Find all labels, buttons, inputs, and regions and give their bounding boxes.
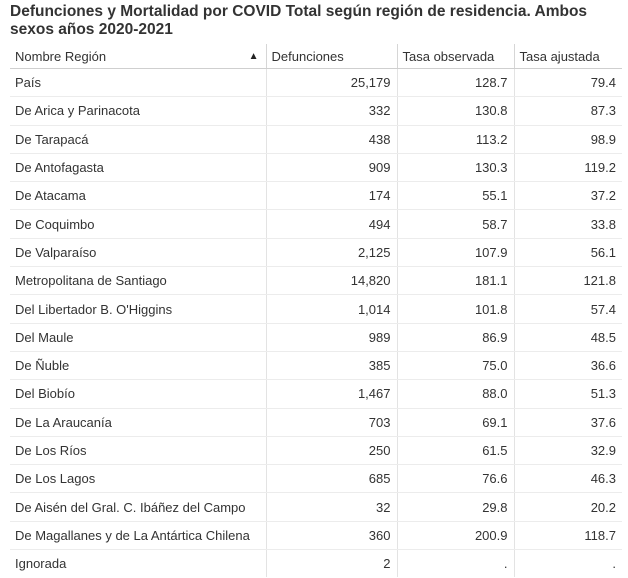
cell-region: De Valparaíso (10, 238, 266, 266)
cell-region: De Los Ríos (10, 436, 266, 464)
cell-tasa-ajustada: 37.2 (514, 182, 622, 210)
cell-defunciones: 14,820 (266, 267, 397, 295)
page-title: Defunciones y Mortalidad por COVID Total según región de residencia. Ambos sexos años 2020-2021 (10, 3, 588, 38)
cell-tasa-ajustada: 33.8 (514, 210, 622, 238)
cell-defunciones: 250 (266, 436, 397, 464)
cell-region: De Los Lagos (10, 465, 266, 493)
cell-defunciones: 174 (266, 182, 397, 210)
table-row (10, 295, 622, 323)
cell-region: De Aisén del Gral. C. Ibáñez del Campo (10, 493, 266, 521)
cell-defunciones: 909 (266, 153, 397, 181)
cell-region: De La Araucanía (10, 408, 266, 436)
cell-tasa-ajustada: 46.3 (514, 465, 622, 493)
table-row (10, 323, 622, 351)
cell-defunciones: 1,467 (266, 380, 397, 408)
column-header-tasa-observada[interactable]: Tasa observada (397, 44, 514, 69)
cell-tasa-ajustada: 48.5 (514, 323, 622, 351)
table-row (10, 182, 622, 210)
cell-region: De Arica y Parinacota (10, 97, 266, 125)
cell-defunciones: 989 (266, 323, 397, 351)
table-row (10, 493, 622, 521)
table-row (10, 210, 622, 238)
table-row (10, 69, 622, 97)
cell-defunciones: 685 (266, 465, 397, 493)
cell-tasa-observada: 55.1 (397, 182, 514, 210)
table-row (10, 436, 622, 464)
cell-tasa-ajustada: 79.4 (514, 69, 622, 97)
cell-defunciones: 32 (266, 493, 397, 521)
cell-tasa-ajustada: 121.8 (514, 267, 622, 295)
table-row (10, 351, 622, 379)
cell-defunciones: 494 (266, 210, 397, 238)
cell-defunciones: 332 (266, 97, 397, 125)
cell-tasa-observada: 128.7 (397, 69, 514, 97)
cell-tasa-observada: 130.8 (397, 97, 514, 125)
column-header-tasa-ajustada[interactable]: Tasa ajustada (514, 44, 622, 69)
table-row (10, 550, 622, 578)
cell-tasa-ajustada: 36.6 (514, 351, 622, 379)
cell-defunciones: 2 (266, 550, 397, 578)
table-row (10, 465, 622, 493)
cell-region: De Ñuble (10, 351, 266, 379)
cell-region: De Atacama (10, 182, 266, 210)
cell-tasa-ajustada: 119.2 (514, 153, 622, 181)
cell-tasa-ajustada: 51.3 (514, 380, 622, 408)
cell-defunciones: 360 (266, 521, 397, 549)
table-row (10, 97, 622, 125)
cell-defunciones: 385 (266, 351, 397, 379)
table-row (10, 380, 622, 408)
cell-tasa-observada: 61.5 (397, 436, 514, 464)
cell-tasa-observada: 88.0 (397, 380, 514, 408)
cell-tasa-observada: 181.1 (397, 267, 514, 295)
cell-tasa-ajustada: 57.4 (514, 295, 622, 323)
data-table (10, 44, 622, 577)
table-header-row (10, 44, 622, 69)
cell-tasa-observada: 200.9 (397, 521, 514, 549)
table-row (10, 408, 622, 436)
cell-region: Del Libertador B. O'Higgins (10, 295, 266, 323)
cell-region: De Coquimbo (10, 210, 266, 238)
sort-ascending-icon[interactable]: ▲ (248, 50, 259, 62)
cell-defunciones: 25,179 (266, 69, 397, 97)
cell-tasa-ajustada: 37.6 (514, 408, 622, 436)
table-row (10, 125, 622, 153)
cell-tasa-observada: 76.6 (397, 465, 514, 493)
cell-tasa-ajustada: 20.2 (514, 493, 622, 521)
cell-tasa-ajustada: 56.1 (514, 238, 622, 266)
cell-tasa-ajustada: 118.7 (514, 521, 622, 549)
cell-tasa-observada: 69.1 (397, 408, 514, 436)
cell-region: De Tarapacá (10, 125, 266, 153)
column-header-label: Nombre Región (15, 48, 107, 64)
cell-region: Del Biobío (10, 380, 266, 408)
cell-tasa-observada: . (397, 550, 514, 578)
cell-region: De Antofagasta (10, 153, 266, 181)
cell-tasa-ajustada: 87.3 (514, 97, 622, 125)
cell-defunciones: 1,014 (266, 295, 397, 323)
cell-region: De Magallanes y de La Antártica Chilena (10, 521, 266, 549)
table-row (10, 267, 622, 295)
cell-defunciones: 438 (266, 125, 397, 153)
table-row (10, 521, 622, 549)
column-header-defunciones[interactable]: Defunciones (266, 44, 397, 69)
cell-tasa-observada: 130.3 (397, 153, 514, 181)
cell-defunciones: 2,125 (266, 238, 397, 266)
cell-tasa-observada: 29.8 (397, 493, 514, 521)
cell-tasa-observada: 101.8 (397, 295, 514, 323)
cell-tasa-ajustada: 32.9 (514, 436, 622, 464)
table-row (10, 238, 622, 266)
cell-region: Del Maule (10, 323, 266, 351)
cell-tasa-observada: 86.9 (397, 323, 514, 351)
cell-tasa-observada: 113.2 (397, 125, 514, 153)
cell-tasa-observada: 107.9 (397, 238, 514, 266)
cell-tasa-observada: 58.7 (397, 210, 514, 238)
cell-tasa-ajustada: 98.9 (514, 125, 622, 153)
cell-defunciones: 703 (266, 408, 397, 436)
table-row (10, 153, 622, 181)
cell-region: Metropolitana de Santiago (10, 267, 266, 295)
cell-tasa-ajustada: . (612, 556, 616, 572)
cell-tasa-observada: 75.0 (397, 351, 514, 379)
cell-region: País (10, 69, 266, 97)
cell-region: Ignorada (10, 550, 266, 578)
column-header-nombre-region[interactable] (10, 44, 266, 69)
